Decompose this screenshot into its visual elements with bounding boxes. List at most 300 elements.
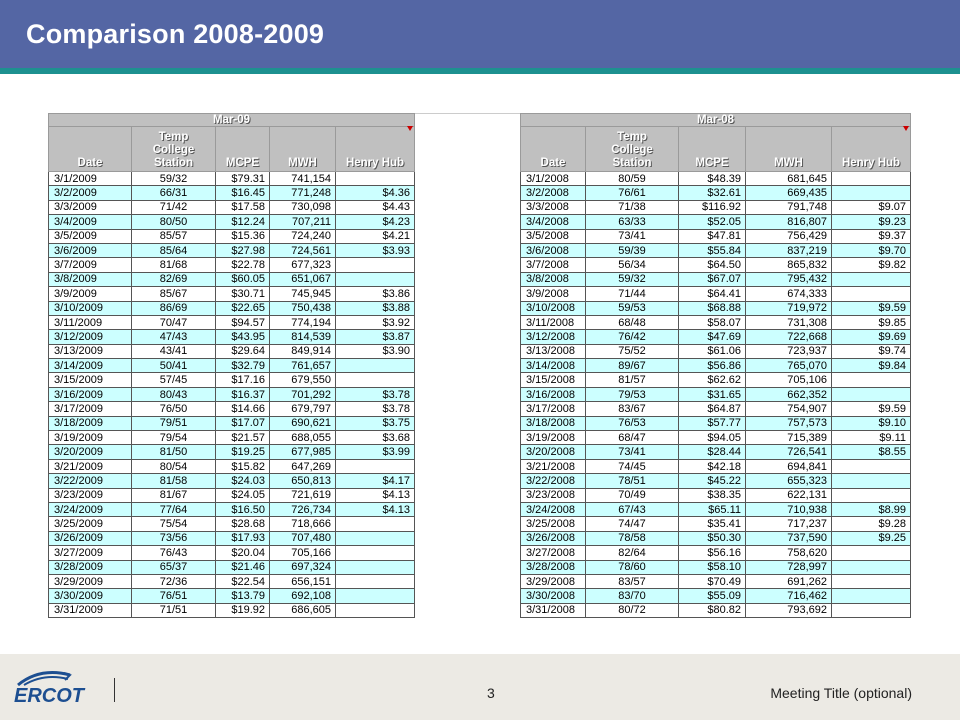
- cell-temp: 82/69: [132, 272, 216, 286]
- cell-henry-hub: [832, 459, 911, 473]
- col-header-temp: [132, 127, 216, 172]
- page-number: 3: [487, 685, 495, 701]
- cell-mcpe: $16.50: [216, 502, 270, 516]
- cell-mwh: 719,972: [746, 301, 832, 315]
- cell-temp: 71/42: [132, 200, 216, 214]
- table-row: [49, 344, 415, 358]
- table-row: [49, 488, 415, 502]
- cell-mcpe: $15.82: [216, 459, 270, 473]
- cell-mcpe: $17.16: [216, 373, 270, 387]
- cell-mwh: 647,269: [270, 459, 336, 473]
- cell-temp: 71/38: [586, 200, 679, 214]
- sheet-gap: [414, 113, 520, 114]
- table-row: [49, 387, 415, 401]
- cell-henry-hub: [336, 603, 415, 617]
- cell-temp: 56/34: [586, 258, 679, 272]
- cell-temp: 81/67: [132, 488, 216, 502]
- cell-mcpe: $80.82: [679, 603, 746, 617]
- table-row: [521, 445, 911, 459]
- cell-mwh: 677,323: [270, 258, 336, 272]
- cell-mcpe: $94.05: [679, 431, 746, 445]
- cell-mwh: 705,166: [270, 546, 336, 560]
- col-header-mcpe: MCPE: [216, 127, 270, 172]
- cell-henry-hub: $9.59: [832, 301, 911, 315]
- table-row: [49, 330, 415, 344]
- cell-henry-hub: [832, 574, 911, 588]
- cell-henry-hub: [336, 531, 415, 545]
- cell-date: 3/12/2009: [49, 330, 132, 344]
- cell-temp: 73/56: [132, 531, 216, 545]
- cell-temp: 73/41: [586, 229, 679, 243]
- cell-mwh: 715,389: [746, 431, 832, 445]
- table-row: [49, 186, 415, 200]
- cell-mcpe: $56.16: [679, 546, 746, 560]
- henry-hub-label: Henry Hub: [345, 157, 405, 169]
- cell-date: 3/5/2009: [49, 229, 132, 243]
- henry-hub-label: Henry Hub: [841, 157, 901, 169]
- cell-date: 3/7/2009: [49, 258, 132, 272]
- cell-mcpe: $70.49: [679, 574, 746, 588]
- cell-mcpe: $27.98: [216, 243, 270, 257]
- cell-temp: 66/31: [132, 186, 216, 200]
- cell-temp: 50/41: [132, 359, 216, 373]
- cell-mcpe: $35.41: [679, 517, 746, 531]
- cell-henry-hub: $9.59: [832, 402, 911, 416]
- ercot-logo: [10, 665, 110, 714]
- cell-mcpe: $20.04: [216, 546, 270, 560]
- cell-mwh: 849,914: [270, 344, 336, 358]
- cell-mcpe: $67.07: [679, 272, 746, 286]
- cell-date: 3/17/2009: [49, 402, 132, 416]
- cell-date: 3/25/2009: [49, 517, 132, 531]
- cell-temp: 43/41: [132, 344, 216, 358]
- cell-date: 3/14/2009: [49, 359, 132, 373]
- cell-mcpe: $14.66: [216, 402, 270, 416]
- cell-date: 3/24/2008: [521, 502, 586, 516]
- cell-temp: 76/51: [132, 589, 216, 603]
- cell-mwh: 717,237: [746, 517, 832, 531]
- cell-date: 3/28/2009: [49, 560, 132, 574]
- table-row: [49, 272, 415, 286]
- cell-temp: 89/67: [586, 359, 679, 373]
- cell-henry-hub: $9.70: [832, 243, 911, 257]
- cell-temp: 63/33: [586, 215, 679, 229]
- table-row: [521, 301, 911, 315]
- cell-temp: 71/51: [132, 603, 216, 617]
- cell-temp: 67/43: [586, 502, 679, 516]
- cell-temp: 59/39: [586, 243, 679, 257]
- cell-henry-hub: $9.10: [832, 416, 911, 430]
- cell-temp: 80/43: [132, 387, 216, 401]
- cell-henry-hub: $9.82: [832, 258, 911, 272]
- cell-mcpe: $19.25: [216, 445, 270, 459]
- cell-date: 3/26/2008: [521, 531, 586, 545]
- cell-date: 3/9/2009: [49, 287, 132, 301]
- table-row: [521, 272, 911, 286]
- cell-henry-hub: $8.99: [832, 502, 911, 516]
- table-row: [49, 243, 415, 257]
- temp-line-2: College: [152, 144, 195, 156]
- table-row: [521, 287, 911, 301]
- cell-mcpe: $24.05: [216, 488, 270, 502]
- table-row: [521, 229, 911, 243]
- cell-mcpe: $28.68: [216, 517, 270, 531]
- cell-temp: 85/67: [132, 287, 216, 301]
- cell-date: 3/27/2009: [49, 546, 132, 560]
- cell-mcpe: $55.09: [679, 589, 746, 603]
- table-row: [49, 315, 415, 329]
- cell-temp: 83/67: [586, 402, 679, 416]
- cell-mwh: 757,573: [746, 416, 832, 430]
- cell-mwh: 656,151: [270, 574, 336, 588]
- cell-mcpe: $22.65: [216, 301, 270, 315]
- cell-mcpe: $22.54: [216, 574, 270, 588]
- temp-line-3: Station: [612, 157, 652, 169]
- cell-temp: 78/60: [586, 560, 679, 574]
- cell-date: 3/20/2009: [49, 445, 132, 459]
- cell-mcpe: $64.50: [679, 258, 746, 272]
- footer-divider: [114, 678, 115, 702]
- cell-mwh: 730,098: [270, 200, 336, 214]
- cell-mwh: 816,807: [746, 215, 832, 229]
- cell-temp: 81/57: [586, 373, 679, 387]
- cell-mwh: 731,308: [746, 315, 832, 329]
- cell-temp: 68/48: [586, 315, 679, 329]
- col-header-henry-hub: [336, 127, 415, 172]
- table-row: [49, 258, 415, 272]
- table-row: [521, 459, 911, 473]
- cell-henry-hub: $9.84: [832, 359, 911, 373]
- cell-henry-hub: [832, 474, 911, 488]
- cell-date: 3/6/2008: [521, 243, 586, 257]
- cell-henry-hub: $3.75: [336, 416, 415, 430]
- cell-date: 3/22/2008: [521, 474, 586, 488]
- cell-temp: 82/64: [586, 546, 679, 560]
- table-row: [521, 560, 911, 574]
- cell-date: 3/5/2008: [521, 229, 586, 243]
- cell-mcpe: $21.57: [216, 431, 270, 445]
- cell-mcpe: $68.88: [679, 301, 746, 315]
- col-header-mwh: MWH: [746, 127, 832, 172]
- cell-temp: 70/47: [132, 315, 216, 329]
- table-row: [521, 474, 911, 488]
- cell-temp: 79/54: [132, 431, 216, 445]
- table-row: [521, 387, 911, 401]
- cell-temp: 77/64: [132, 502, 216, 516]
- cell-date: 3/29/2008: [521, 574, 586, 588]
- cell-mwh: 814,539: [270, 330, 336, 344]
- cell-mwh: 865,832: [746, 258, 832, 272]
- cell-mwh: 726,541: [746, 445, 832, 459]
- table-row: [49, 229, 415, 243]
- cell-mwh: 724,561: [270, 243, 336, 257]
- cell-mwh: 650,813: [270, 474, 336, 488]
- table-row: [49, 359, 415, 373]
- cell-date: 3/6/2009: [49, 243, 132, 257]
- cell-date: 3/19/2008: [521, 431, 586, 445]
- cell-date: 3/11/2008: [521, 315, 586, 329]
- cell-temp: 79/53: [586, 387, 679, 401]
- cell-mcpe: $38.35: [679, 488, 746, 502]
- cell-henry-hub: $4.17: [336, 474, 415, 488]
- cell-henry-hub: [832, 287, 911, 301]
- cell-mcpe: $47.81: [679, 229, 746, 243]
- cell-henry-hub: $9.85: [832, 315, 911, 329]
- table-row: [49, 517, 415, 531]
- cell-date: 3/17/2008: [521, 402, 586, 416]
- cell-henry-hub: [832, 560, 911, 574]
- cell-temp: 59/32: [586, 272, 679, 286]
- table-row: [49, 416, 415, 430]
- cell-temp: 86/69: [132, 301, 216, 315]
- cell-henry-hub: [832, 488, 911, 502]
- ercot-logo-icon: [10, 665, 110, 709]
- cell-temp: 75/52: [586, 344, 679, 358]
- cell-temp: 57/45: [132, 373, 216, 387]
- cell-temp: 81/58: [132, 474, 216, 488]
- cell-mcpe: $50.30: [679, 531, 746, 545]
- cell-mcpe: $32.79: [216, 359, 270, 373]
- cell-temp: 76/53: [586, 416, 679, 430]
- cell-date: 3/26/2009: [49, 531, 132, 545]
- cell-henry-hub: [336, 546, 415, 560]
- cell-mcpe: $19.92: [216, 603, 270, 617]
- cell-temp: 81/50: [132, 445, 216, 459]
- cell-date: 3/23/2008: [521, 488, 586, 502]
- cell-date: 3/28/2008: [521, 560, 586, 574]
- cell-henry-hub: $9.25: [832, 531, 911, 545]
- cell-mwh: 774,194: [270, 315, 336, 329]
- cell-mwh: 655,323: [746, 474, 832, 488]
- cell-mcpe: $24.03: [216, 474, 270, 488]
- cell-mwh: 837,219: [746, 243, 832, 257]
- cell-henry-hub: $9.28: [832, 517, 911, 531]
- cell-mwh: 705,106: [746, 373, 832, 387]
- cell-mwh: 754,907: [746, 402, 832, 416]
- cell-mcpe: $16.45: [216, 186, 270, 200]
- cell-henry-hub: $3.90: [336, 344, 415, 358]
- cell-mwh: 718,666: [270, 517, 336, 531]
- cell-mcpe: $12.24: [216, 215, 270, 229]
- cell-date: 3/30/2009: [49, 589, 132, 603]
- cell-temp: 76/50: [132, 402, 216, 416]
- cell-temp: 75/54: [132, 517, 216, 531]
- cell-temp: 72/36: [132, 574, 216, 588]
- cell-mcpe: $64.87: [679, 402, 746, 416]
- cell-mwh: 756,429: [746, 229, 832, 243]
- cell-henry-hub: $3.93: [336, 243, 415, 257]
- table-row: [521, 416, 911, 430]
- cell-mwh: 765,070: [746, 359, 832, 373]
- cell-mcpe: $16.37: [216, 387, 270, 401]
- cell-henry-hub: [336, 459, 415, 473]
- table-row: [49, 560, 415, 574]
- cell-henry-hub: $4.13: [336, 488, 415, 502]
- comment-marker-icon: [903, 126, 909, 131]
- cell-temp: 83/57: [586, 574, 679, 588]
- comment-marker-icon: [407, 126, 413, 131]
- table-row: [521, 258, 911, 272]
- cell-mwh: 724,240: [270, 229, 336, 243]
- cell-mcpe: $94.57: [216, 315, 270, 329]
- cell-mwh: 651,067: [270, 272, 336, 286]
- table-row: [49, 589, 415, 603]
- table-row: [49, 474, 415, 488]
- cell-henry-hub: [336, 359, 415, 373]
- cell-temp: 76/42: [586, 330, 679, 344]
- cell-mcpe: $17.07: [216, 416, 270, 430]
- cell-mcpe: $21.46: [216, 560, 270, 574]
- cell-mwh: 745,945: [270, 287, 336, 301]
- table-row: [521, 517, 911, 531]
- cell-date: 3/22/2009: [49, 474, 132, 488]
- col-header-henry-hub: [832, 127, 911, 172]
- cell-date: 3/2/2009: [49, 186, 132, 200]
- cell-mcpe: $58.07: [679, 315, 746, 329]
- cell-mcpe: $62.62: [679, 373, 746, 387]
- cell-date: 3/9/2008: [521, 287, 586, 301]
- cell-henry-hub: $9.69: [832, 330, 911, 344]
- cell-date: 3/21/2008: [521, 459, 586, 473]
- cell-mwh: 707,211: [270, 215, 336, 229]
- table-row: [49, 200, 415, 214]
- cell-date: 3/4/2009: [49, 215, 132, 229]
- cell-date: 3/10/2008: [521, 301, 586, 315]
- cell-date: 3/31/2008: [521, 603, 586, 617]
- cell-date: 3/27/2008: [521, 546, 586, 560]
- cell-date: 3/21/2009: [49, 459, 132, 473]
- table-row: [521, 186, 911, 200]
- cell-mwh: 793,692: [746, 603, 832, 617]
- cell-mwh: 707,480: [270, 531, 336, 545]
- table-row: [521, 603, 911, 617]
- cell-henry-hub: $4.23: [336, 215, 415, 229]
- col-header-date: Date: [49, 127, 132, 172]
- cell-date: 3/2/2008: [521, 186, 586, 200]
- table-row: [521, 546, 911, 560]
- cell-mwh: 681,645: [746, 172, 832, 186]
- cell-mcpe: $30.71: [216, 287, 270, 301]
- cell-temp: 76/61: [586, 186, 679, 200]
- cell-temp: 65/37: [132, 560, 216, 574]
- cell-temp: 74/45: [586, 459, 679, 473]
- cell-temp: 85/64: [132, 243, 216, 257]
- cell-henry-hub: [336, 272, 415, 286]
- temp-line-2: College: [611, 144, 653, 156]
- cell-date: 3/10/2009: [49, 301, 132, 315]
- cell-mwh: 710,938: [746, 502, 832, 516]
- cell-date: 3/18/2009: [49, 416, 132, 430]
- cell-temp: 80/72: [586, 603, 679, 617]
- cell-temp: 80/50: [132, 215, 216, 229]
- table-row: [49, 546, 415, 560]
- table-row: [521, 502, 911, 516]
- cell-henry-hub: $9.07: [832, 200, 911, 214]
- cell-mcpe: $60.05: [216, 272, 270, 286]
- cell-date: 3/3/2008: [521, 200, 586, 214]
- table-row: [521, 315, 911, 329]
- cell-mcpe: $48.39: [679, 172, 746, 186]
- cell-henry-hub: [832, 546, 911, 560]
- cell-date: 3/15/2009: [49, 373, 132, 387]
- cell-date: 3/23/2009: [49, 488, 132, 502]
- cell-date: 3/30/2008: [521, 589, 586, 603]
- cell-temp: 83/70: [586, 589, 679, 603]
- cell-mcpe: $64.41: [679, 287, 746, 301]
- temp-line-3: Station: [154, 157, 193, 169]
- table-month-header: Mar-09: [49, 114, 415, 127]
- cell-mcpe: $79.31: [216, 172, 270, 186]
- logo-text: ERCOT: [14, 685, 84, 707]
- cell-temp: 47/43: [132, 330, 216, 344]
- cell-henry-hub: $9.11: [832, 431, 911, 445]
- cell-henry-hub: $3.78: [336, 387, 415, 401]
- cell-mwh: 677,985: [270, 445, 336, 459]
- cell-mwh: 692,108: [270, 589, 336, 603]
- table-row: [521, 402, 911, 416]
- col-header-date: Date: [521, 127, 586, 172]
- cell-mcpe: $31.65: [679, 387, 746, 401]
- cell-mcpe: $56.86: [679, 359, 746, 373]
- table-row: [49, 531, 415, 545]
- cell-mwh: 679,797: [270, 402, 336, 416]
- table-row: [49, 459, 415, 473]
- table-row: [521, 344, 911, 358]
- cell-mwh: 686,605: [270, 603, 336, 617]
- cell-henry-hub: [832, 172, 911, 186]
- cell-henry-hub: [336, 172, 415, 186]
- cell-mcpe: $22.78: [216, 258, 270, 272]
- cell-date: 3/12/2008: [521, 330, 586, 344]
- cell-mwh: 791,748: [746, 200, 832, 214]
- cell-henry-hub: $9.23: [832, 215, 911, 229]
- cell-temp: 81/68: [132, 258, 216, 272]
- cell-henry-hub: [832, 589, 911, 603]
- cell-henry-hub: [832, 387, 911, 401]
- cell-temp: 79/51: [132, 416, 216, 430]
- title-accent-rule: [0, 68, 960, 74]
- cell-date: 3/13/2009: [49, 344, 132, 358]
- cell-henry-hub: [336, 258, 415, 272]
- cell-henry-hub: $4.36: [336, 186, 415, 200]
- cell-henry-hub: $4.21: [336, 229, 415, 243]
- cell-temp: 59/32: [132, 172, 216, 186]
- cell-mwh: 679,550: [270, 373, 336, 387]
- cell-mcpe: $43.95: [216, 330, 270, 344]
- cell-mwh: 716,462: [746, 589, 832, 603]
- cell-date: 3/1/2009: [49, 172, 132, 186]
- table-row: [521, 359, 911, 373]
- cell-temp: 70/49: [586, 488, 679, 502]
- table-row: [49, 287, 415, 301]
- table-row: [49, 215, 415, 229]
- cell-mcpe: $29.64: [216, 344, 270, 358]
- cell-henry-hub: $8.55: [832, 445, 911, 459]
- table-row: [521, 215, 911, 229]
- cell-mwh: 761,657: [270, 359, 336, 373]
- cell-date: 3/16/2009: [49, 387, 132, 401]
- cell-henry-hub: $3.78: [336, 402, 415, 416]
- cell-date: 3/20/2008: [521, 445, 586, 459]
- table-row: [521, 574, 911, 588]
- cell-date: 3/3/2009: [49, 200, 132, 214]
- table-row: [521, 373, 911, 387]
- cell-henry-hub: $3.88: [336, 301, 415, 315]
- cell-mcpe: $52.05: [679, 215, 746, 229]
- cell-henry-hub: [336, 589, 415, 603]
- cell-date: 3/31/2009: [49, 603, 132, 617]
- cell-mwh: 662,352: [746, 387, 832, 401]
